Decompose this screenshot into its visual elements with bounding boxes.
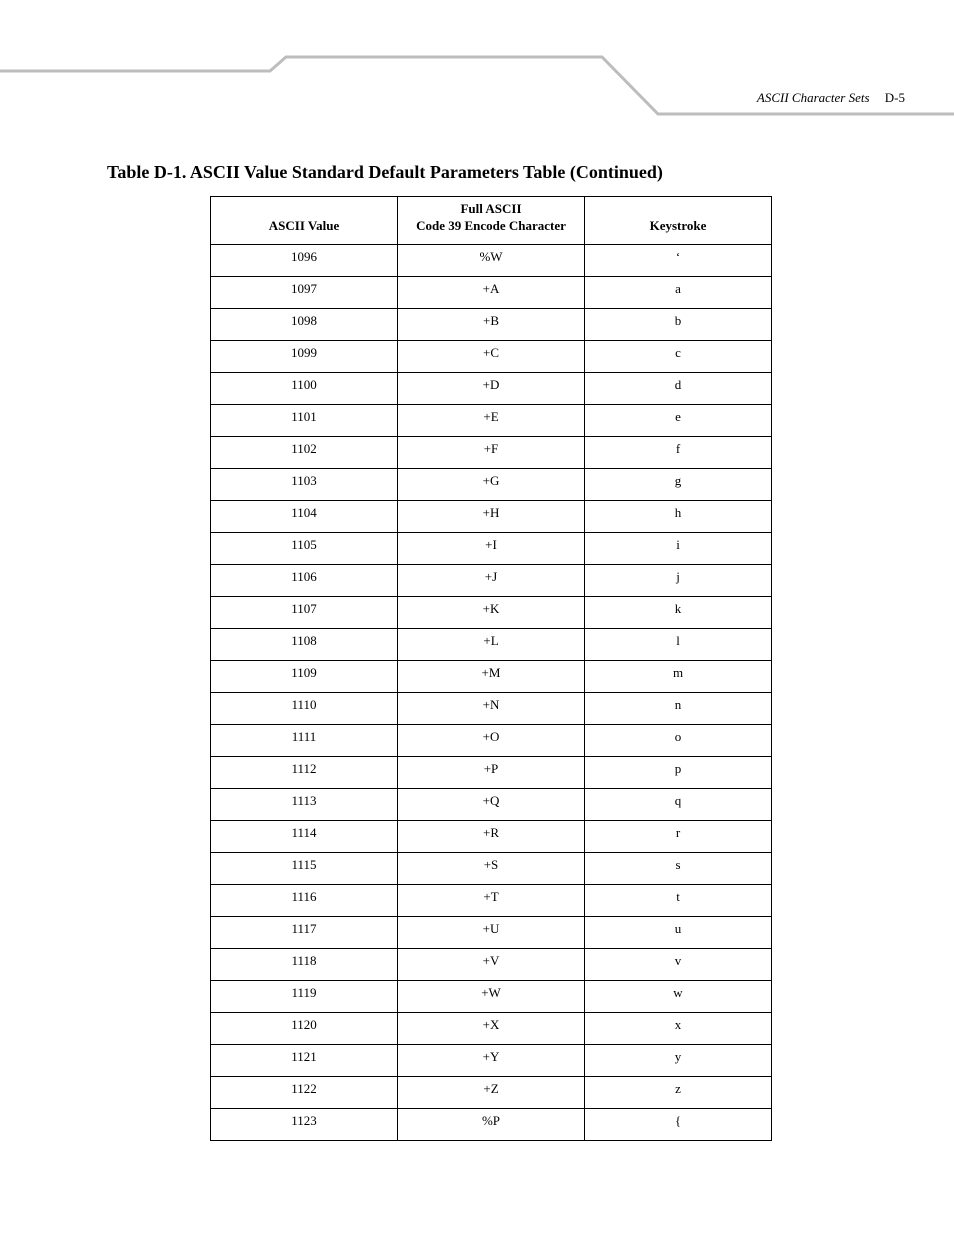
column-header-encode-character <box>398 197 585 245</box>
column-header-ascii-value <box>211 197 398 245</box>
keystroke-cell: w <box>585 981 772 1013</box>
table-row <box>211 917 772 949</box>
encode-character-cell: +W <box>398 981 585 1013</box>
encode-character-cell: +S <box>398 853 585 885</box>
page-number: D-5 <box>884 90 905 105</box>
keystroke-cell: f <box>585 437 772 469</box>
table-header-row <box>211 197 772 245</box>
keystroke-cell: l <box>585 629 772 661</box>
encode-character-cell: +M <box>398 661 585 693</box>
keystroke-cell: o <box>585 725 772 757</box>
encode-character-cell: +K <box>398 597 585 629</box>
table-row <box>211 949 772 981</box>
encode-character-cell: +G <box>398 469 585 501</box>
table-row <box>211 629 772 661</box>
table-row <box>211 565 772 597</box>
ascii-value-cell: 1104 <box>211 501 398 533</box>
ascii-value-cell: 1119 <box>211 981 398 1013</box>
table-row <box>211 533 772 565</box>
ascii-value-cell: 1117 <box>211 917 398 949</box>
encode-character-cell: +O <box>398 725 585 757</box>
keystroke-cell: { <box>585 1109 772 1141</box>
ascii-value-cell: 1111 <box>211 725 398 757</box>
table-row <box>211 981 772 1013</box>
column-header-keystroke <box>585 197 772 245</box>
ascii-value-cell: 1097 <box>211 277 398 309</box>
table-row <box>211 853 772 885</box>
table-row <box>211 245 772 277</box>
ascii-value-cell: 1110 <box>211 693 398 725</box>
keystroke-cell: a <box>585 277 772 309</box>
table-row <box>211 501 772 533</box>
encode-character-cell: +E <box>398 405 585 437</box>
keystroke-cell: u <box>585 917 772 949</box>
table-row <box>211 757 772 789</box>
ascii-value-cell: 1108 <box>211 629 398 661</box>
encode-character-cell: +B <box>398 309 585 341</box>
keystroke-cell: ‘ <box>585 245 772 277</box>
keystroke-cell: j <box>585 565 772 597</box>
table-row <box>211 1045 772 1077</box>
keystroke-cell: e <box>585 405 772 437</box>
encode-character-cell: %P <box>398 1109 585 1141</box>
encode-character-cell: +L <box>398 629 585 661</box>
encode-character-cell: +C <box>398 341 585 373</box>
ascii-value-cell: 1118 <box>211 949 398 981</box>
table-row <box>211 597 772 629</box>
encode-character-cell: +F <box>398 437 585 469</box>
ascii-value-cell: 1123 <box>211 1109 398 1141</box>
table-row <box>211 341 772 373</box>
encode-character-cell: +J <box>398 565 585 597</box>
table-row <box>211 789 772 821</box>
keystroke-cell: n <box>585 693 772 725</box>
header-rule-graphic <box>0 0 954 130</box>
table-row <box>211 661 772 693</box>
table-row <box>211 885 772 917</box>
keystroke-cell: r <box>585 821 772 853</box>
ascii-value-cell: 1107 <box>211 597 398 629</box>
encode-character-cell: +N <box>398 693 585 725</box>
ascii-value-cell: 1105 <box>211 533 398 565</box>
table-row <box>211 437 772 469</box>
ascii-value-cell: 1115 <box>211 853 398 885</box>
encode-character-cell: +P <box>398 757 585 789</box>
ascii-value-cell: 1098 <box>211 309 398 341</box>
ascii-value-cell: 1096 <box>211 245 398 277</box>
column-header-line1: Full ASCII <box>460 201 522 216</box>
table-row <box>211 1077 772 1109</box>
ascii-value-table <box>210 196 772 1141</box>
ascii-value-cell: 1100 <box>211 373 398 405</box>
encode-character-cell: +I <box>398 533 585 565</box>
encode-character-cell: +Y <box>398 1045 585 1077</box>
ascii-value-cell: 1099 <box>211 341 398 373</box>
table-row <box>211 1013 772 1045</box>
encode-character-cell: +R <box>398 821 585 853</box>
table-body <box>211 245 772 1141</box>
keystroke-cell: b <box>585 309 772 341</box>
keystroke-cell: d <box>585 373 772 405</box>
ascii-value-cell: 1121 <box>211 1045 398 1077</box>
table-row <box>211 373 772 405</box>
keystroke-cell: y <box>585 1045 772 1077</box>
encode-character-cell: +H <box>398 501 585 533</box>
encode-character-cell: +T <box>398 885 585 917</box>
ascii-value-cell: 1122 <box>211 1077 398 1109</box>
ascii-value-cell: 1109 <box>211 661 398 693</box>
encode-character-cell: +A <box>398 277 585 309</box>
table-row <box>211 693 772 725</box>
table-row <box>211 405 772 437</box>
ascii-value-cell: 1120 <box>211 1013 398 1045</box>
encode-character-cell: +X <box>398 1013 585 1045</box>
keystroke-cell: k <box>585 597 772 629</box>
table-row <box>211 469 772 501</box>
encode-character-cell: %W <box>398 245 585 277</box>
encode-character-cell: +U <box>398 917 585 949</box>
ascii-value-cell: 1114 <box>211 821 398 853</box>
keystroke-cell: h <box>585 501 772 533</box>
encode-character-cell: +D <box>398 373 585 405</box>
table-row <box>211 821 772 853</box>
ascii-value-cell: 1112 <box>211 757 398 789</box>
column-header-line2: Code 39 Encode Character <box>416 218 566 233</box>
table-row <box>211 1109 772 1141</box>
running-header-section-title: ASCII Character Sets <box>756 90 870 105</box>
ascii-value-cell: 1103 <box>211 469 398 501</box>
encode-character-cell: +Z <box>398 1077 585 1109</box>
ascii-value-cell: 1102 <box>211 437 398 469</box>
encode-character-cell: +V <box>398 949 585 981</box>
ascii-value-cell: 1113 <box>211 789 398 821</box>
keystroke-cell: s <box>585 853 772 885</box>
keystroke-cell: c <box>585 341 772 373</box>
ascii-value-cell: 1101 <box>211 405 398 437</box>
ascii-value-cell: 1116 <box>211 885 398 917</box>
keystroke-cell: q <box>585 789 772 821</box>
ascii-value-cell: 1106 <box>211 565 398 597</box>
table-title: Table D-1. ASCII Value Standard Default Parameters Table (Continued) <box>107 162 663 182</box>
keystroke-cell: v <box>585 949 772 981</box>
keystroke-cell: x <box>585 1013 772 1045</box>
keystroke-cell: p <box>585 757 772 789</box>
keystroke-cell: g <box>585 469 772 501</box>
keystroke-cell: z <box>585 1077 772 1109</box>
column-header-line2: Keystroke <box>649 218 707 233</box>
column-header-line2: ASCII Value <box>268 218 340 233</box>
table-row <box>211 309 772 341</box>
keystroke-cell: t <box>585 885 772 917</box>
keystroke-cell: m <box>585 661 772 693</box>
encode-character-cell: +Q <box>398 789 585 821</box>
table-row <box>211 277 772 309</box>
keystroke-cell: i <box>585 533 772 565</box>
running-header <box>757 90 905 106</box>
table-row <box>211 725 772 757</box>
